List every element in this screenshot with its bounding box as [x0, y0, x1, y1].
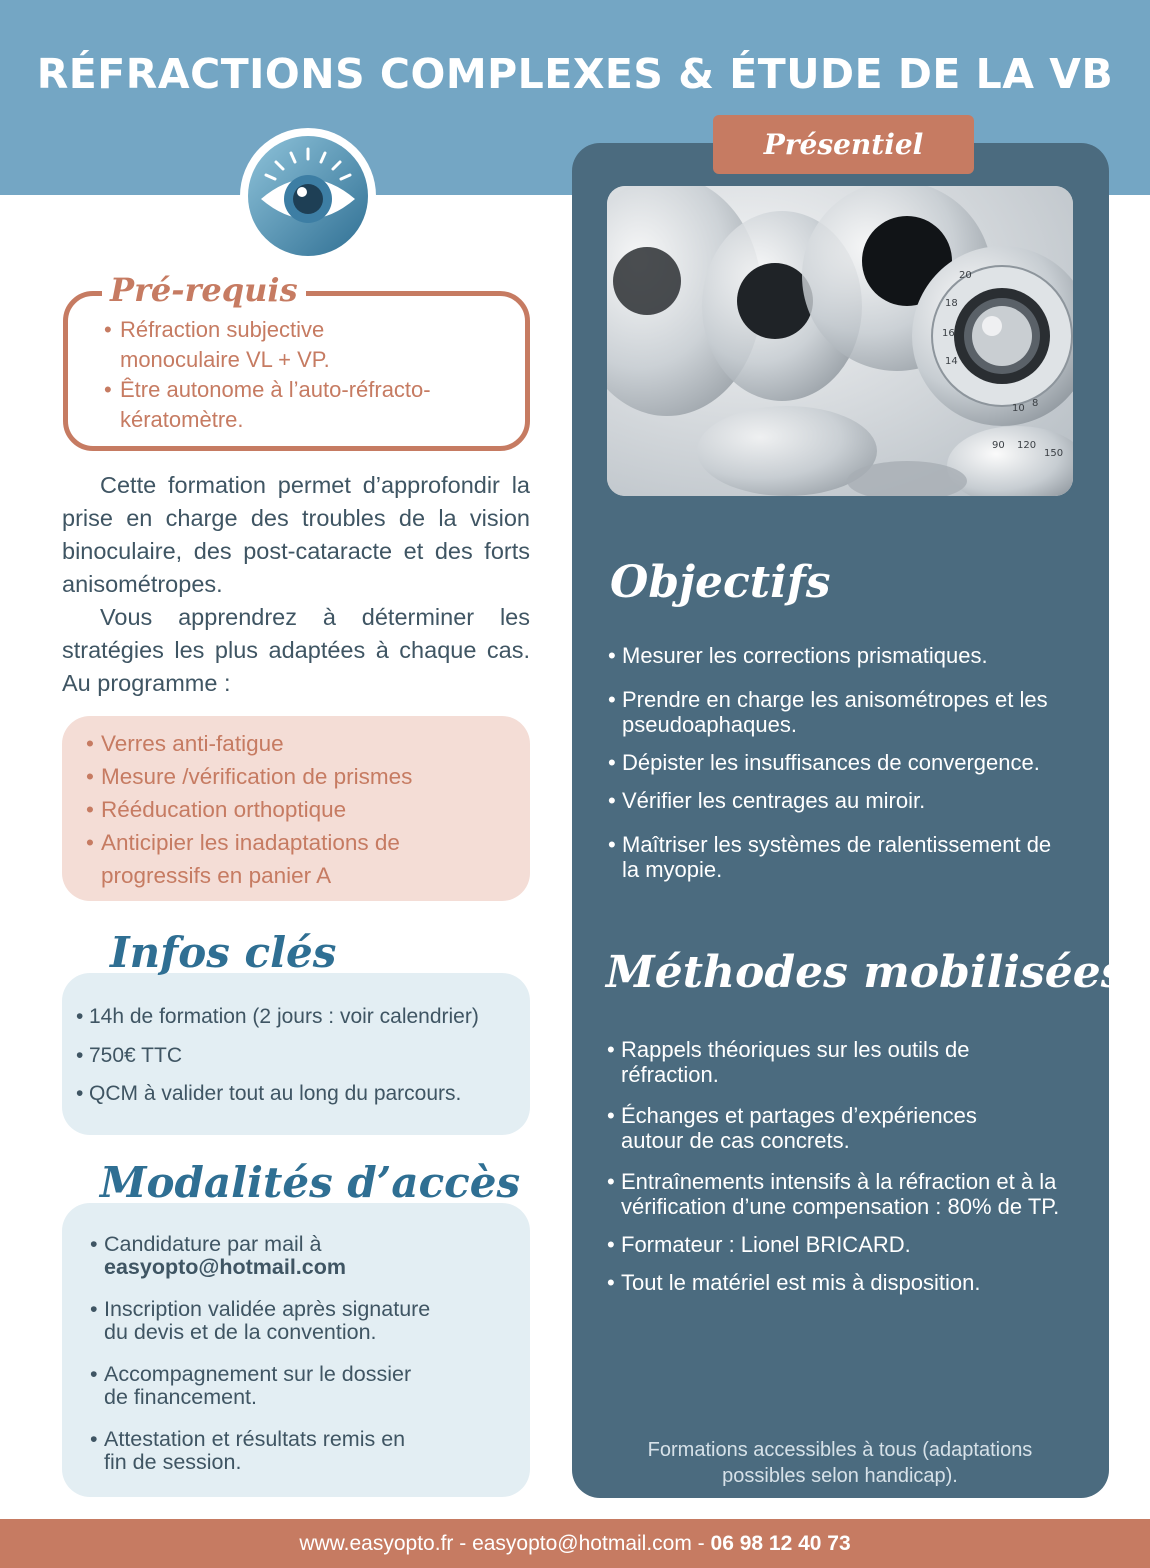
- list-item: • QCM à valider tout au long du parcours.: [76, 1075, 526, 1114]
- accessibility-note: Formations accessibles à tous (adaptations possibles selon handicap).: [647, 1439, 1033, 1487]
- list-item: [90, 1233, 510, 1279]
- footer-website-link[interactable]: www.easyopto.fr: [299, 1532, 454, 1555]
- footer-separator: -: [453, 1532, 473, 1555]
- methodes-list: [607, 1037, 1077, 1295]
- list-item: • Réfraction subjective monoculaire VL + VP.: [104, 315, 369, 375]
- list-item: • Maîtriser les systèmes de ralentissement de la myopie.: [608, 832, 1063, 882]
- list-item: • Tout le matériel est mis à disposition.: [607, 1270, 1077, 1295]
- objectifs-list: [608, 643, 1088, 882]
- list-item: • Rééducation orthoptique: [86, 793, 516, 826]
- list-item: • 750€ TTC: [76, 1037, 526, 1076]
- dial-label: 20: [959, 270, 972, 281]
- dial-label: 10: [1012, 403, 1025, 414]
- intro-text: [62, 469, 530, 700]
- presentiel-badge: Présentiel: [713, 115, 974, 174]
- programme-list: [86, 727, 516, 892]
- methodes-heading: Méthodes mobilisées: [606, 947, 1126, 998]
- dial-label: 16: [942, 328, 955, 339]
- dial-label: 14: [945, 356, 958, 367]
- list-item: • Mesurer les corrections prismatiques.: [608, 643, 1088, 668]
- contact-email[interactable]: easyopto@hotmail.com: [104, 1255, 346, 1279]
- dial-label: 18: [945, 298, 958, 309]
- footer-separator: -: [691, 1532, 711, 1555]
- list-item: • Formateur : Lionel BRICARD.: [607, 1232, 1077, 1257]
- acces-list: [90, 1233, 510, 1493]
- objectifs-heading: Objectifs: [610, 557, 831, 608]
- list-item: • Prendre en charge les anisométropes et les pseudoaphaques.: [608, 687, 1053, 737]
- acces-item-text: Candidature par mail à: [104, 1232, 322, 1256]
- intro-paragraph: Cette formation permet d’approfondir la prise en charge des troubles de la vision binoculaire, des post-cataracte et des forts anisométropes.: [62, 472, 530, 597]
- list-item: • Être autonome à l’auto-réfracto-kératomètre.: [104, 375, 434, 435]
- phoropter-photo: [607, 186, 1073, 496]
- list-item: • Vérifier les centrages au miroir.: [608, 788, 1088, 813]
- dial-label: 150: [1044, 448, 1064, 459]
- acces-heading: Modalités d’accès: [100, 1158, 521, 1207]
- infos-list: [76, 998, 526, 1114]
- eye-icon: [247, 135, 369, 257]
- prereq-heading: Pré-requis: [102, 270, 306, 310]
- logo: [240, 128, 376, 264]
- footer: [0, 1519, 1150, 1568]
- intro-paragraph: Vous apprendrez à déterminer les stratégies les plus adaptées à chaque cas. Au programme :: [62, 604, 530, 696]
- list-item: • Inscription validée après signature du devis et de la convention.: [90, 1298, 460, 1344]
- list-item: • Accompagnement sur le dossier de financement.: [90, 1363, 440, 1409]
- list-item: • 14h de formation (2 jours : voir calendrier): [76, 998, 526, 1037]
- page-title: RÉFRACTIONS COMPLEXES & ÉTUDE DE LA VB: [36, 50, 1114, 98]
- list-item: • Rappels théoriques sur les outils de réfraction.: [607, 1037, 1017, 1087]
- infos-heading: Infos clés: [110, 928, 337, 977]
- footer-phone[interactable]: 06 98 12 40 73: [710, 1532, 851, 1555]
- list-item: • Attestation et résultats remis en fin de session.: [90, 1428, 410, 1474]
- dial-label: 120: [1017, 440, 1037, 451]
- prereq-list: [104, 315, 514, 435]
- list-item: • Entraînements intensifs à la réfraction et à la vérification d’une compensation : 80% de TP.: [607, 1169, 1072, 1219]
- dial-label: 8: [1032, 398, 1039, 409]
- dial-label: 90: [992, 440, 1005, 451]
- list-item: • Échanges et partages d’expériences autour de cas concrets.: [607, 1103, 1027, 1153]
- list-item: • Mesure /vérification de prismes: [86, 760, 516, 793]
- list-item: • Verres anti-fatigue: [86, 727, 516, 760]
- footer-email-link[interactable]: easyopto@hotmail.com: [472, 1532, 692, 1555]
- list-item: • Anticipier les inadaptations de progressifs en panier A: [86, 826, 441, 892]
- list-item: • Dépister les insuffisances de convergence.: [608, 750, 1088, 775]
